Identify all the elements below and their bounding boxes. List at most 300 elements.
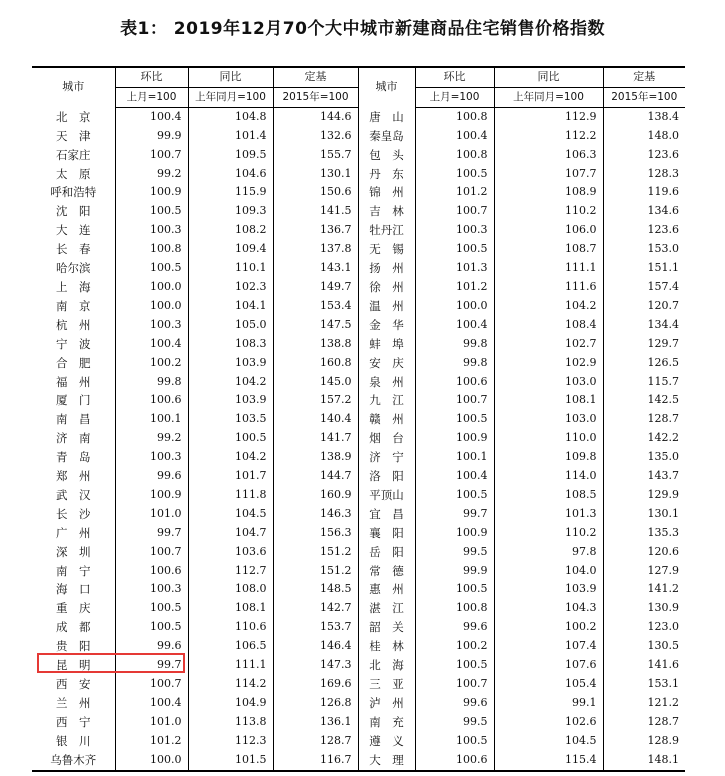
cell-yoy-left: 109.4 xyxy=(188,240,273,259)
cell-base-left: 153.4 xyxy=(273,297,358,316)
cell-mom-left: 99.9 xyxy=(115,127,188,146)
cell-city-right: 泉 州 xyxy=(358,373,415,392)
cell-base-right: 123.0 xyxy=(647,620,679,634)
cell-mom-right: 99.6 xyxy=(415,618,494,637)
cell-yoy-right: 101.3 xyxy=(494,505,603,524)
cell-base-right: 141.6 xyxy=(647,658,679,672)
table-row xyxy=(32,448,685,467)
table-header xyxy=(32,67,685,107)
cell-base-right: 138.4 xyxy=(647,109,679,123)
cell-base-left: 143.1 xyxy=(273,259,358,278)
cell-base-right: 115.7 xyxy=(647,374,679,388)
cell-city-left: 乌鲁木齐 xyxy=(32,751,115,771)
cell-yoy-left: 112.7 xyxy=(188,562,273,581)
cell-city-left: 深 圳 xyxy=(32,543,115,562)
cell-city-right: 唐 山 xyxy=(358,107,415,126)
cell-mom-right: 100.8 xyxy=(415,599,494,618)
cell-mom-right: 101.2 xyxy=(415,183,494,202)
cell-mom-right: 99.8 xyxy=(415,354,494,373)
cell-mom-left: 100.0 xyxy=(115,278,188,297)
cell-city-right: 无 锡 xyxy=(358,240,415,259)
cell-base-right: 148.1 xyxy=(603,751,685,771)
table-row xyxy=(32,165,685,184)
cell-base-left: 157.2 xyxy=(273,391,358,410)
header-yoy-sub-left: 上年同月=100 xyxy=(188,87,273,107)
cell-mom-right: 99.7 xyxy=(415,505,494,524)
cell-base-left: 169.6 xyxy=(273,675,358,694)
cell-city-left: 厦 门 xyxy=(32,391,115,410)
cell-base-right: 135.0 xyxy=(647,450,679,464)
cell-base-right: 123.6 xyxy=(647,223,679,237)
header-yoy-left: 同比 xyxy=(188,67,273,87)
table-row xyxy=(32,240,685,259)
cell-mom-left: 99.7 xyxy=(115,656,188,675)
cell-mom-right: 100.3 xyxy=(415,221,494,240)
table-row xyxy=(32,373,685,392)
cell-mom-right: 99.9 xyxy=(415,562,494,581)
cell-city-left: 沈 阳 xyxy=(32,202,115,221)
cell-base-left: 138.8 xyxy=(273,335,358,354)
cell-base-left: 136.1 xyxy=(273,713,358,732)
cell-mom-left: 100.7 xyxy=(115,543,188,562)
cell-mom-left: 100.9 xyxy=(115,486,188,505)
cell-mom-right: 100.4 xyxy=(415,467,494,486)
cell-yoy-left: 112.3 xyxy=(188,732,273,751)
cell-mom-right: 100.7 xyxy=(415,202,494,221)
cell-city-left: 南 昌 xyxy=(32,410,115,429)
cell-mom-left: 101.0 xyxy=(115,713,188,732)
cell-city-left: 长 沙 xyxy=(32,505,115,524)
cell-yoy-right: 111.6 xyxy=(494,278,603,297)
cell-yoy-right: 107.7 xyxy=(494,165,603,184)
header-mom-left: 环比 xyxy=(115,67,188,87)
cell-yoy-left: 109.3 xyxy=(188,202,273,221)
cell-city-right: 北 海 xyxy=(358,656,415,675)
cell-yoy-right: 108.7 xyxy=(494,240,603,259)
cell-city-left: 长 春 xyxy=(32,240,115,259)
cell-mom-right: 100.8 xyxy=(415,146,494,165)
cell-base-right: 148.0 xyxy=(647,128,679,142)
cell-mom-right: 100.5 xyxy=(415,165,494,184)
cell-base-right: 130.5 xyxy=(647,639,679,653)
cell-mom-right: 100.5 xyxy=(415,410,494,429)
cell-city-left: 宁 波 xyxy=(32,335,115,354)
cell-yoy-left: 103.5 xyxy=(188,410,273,429)
cell-city-right: 锦 州 xyxy=(358,183,415,202)
header-mom-right: 环比 xyxy=(415,67,494,87)
header-base-sub-left: 2015年=100 xyxy=(273,87,358,107)
cell-yoy-left: 115.9 xyxy=(188,183,273,202)
cell-city-left: 郑 州 xyxy=(32,467,115,486)
table-row xyxy=(32,580,685,599)
cell-mom-left: 100.4 xyxy=(115,694,188,713)
cell-city-left: 昆 明 xyxy=(32,656,115,675)
cell-base-left: 160.8 xyxy=(273,354,358,373)
table-row xyxy=(32,429,685,448)
cell-mom-left: 100.5 xyxy=(115,599,188,618)
cell-yoy-right: 112.2 xyxy=(494,127,603,146)
cell-yoy-left: 105.0 xyxy=(188,316,273,335)
cell-yoy-right: 103.0 xyxy=(494,410,603,429)
table-row xyxy=(32,637,685,656)
cell-yoy-right: 110.2 xyxy=(494,524,603,543)
cell-base-left: 150.6 xyxy=(273,183,358,202)
table-row xyxy=(32,391,685,410)
cell-mom-left: 100.6 xyxy=(115,562,188,581)
cell-yoy-right: 103.9 xyxy=(494,580,603,599)
cell-base-left: 146.3 xyxy=(273,505,358,524)
cell-mom-right: 99.5 xyxy=(415,713,494,732)
cell-city-left: 西 宁 xyxy=(32,713,115,732)
cell-city-right: 洛 阳 xyxy=(358,467,415,486)
cell-mom-left: 100.2 xyxy=(115,354,188,373)
table-row xyxy=(32,316,685,335)
cell-city-left: 北 京 xyxy=(32,107,115,126)
cell-yoy-left: 104.2 xyxy=(188,373,273,392)
cell-city-right: 桂 林 xyxy=(358,637,415,656)
cell-base-right: 120.7 xyxy=(647,298,679,312)
table-row xyxy=(32,202,685,221)
cell-base-left: 132.6 xyxy=(273,127,358,146)
cell-base-right: 126.5 xyxy=(647,355,679,369)
table-body xyxy=(32,107,685,770)
cell-yoy-right: 102.9 xyxy=(494,354,603,373)
cell-yoy-right: 106.3 xyxy=(494,146,603,165)
cell-yoy-right: 108.1 xyxy=(494,391,603,410)
cell-yoy-left: 104.7 xyxy=(188,524,273,543)
cell-mom-right: 100.7 xyxy=(415,675,494,694)
cell-base-left: 147.5 xyxy=(273,316,358,335)
cell-yoy-left: 106.5 xyxy=(188,637,273,656)
cell-mom-left: 100.3 xyxy=(115,580,188,599)
cell-mom-right: 100.4 xyxy=(415,316,494,335)
cell-mom-right: 100.6 xyxy=(415,751,494,771)
table-row xyxy=(32,675,685,694)
cell-mom-left: 100.4 xyxy=(115,107,188,126)
price-index-table xyxy=(32,66,685,772)
cell-yoy-left: 110.1 xyxy=(188,259,273,278)
cell-base-left: 128.7 xyxy=(273,732,358,751)
cell-mom-left: 100.3 xyxy=(115,221,188,240)
cell-mom-left: 100.7 xyxy=(115,146,188,165)
cell-mom-left: 100.0 xyxy=(115,751,188,771)
table-row xyxy=(32,505,685,524)
cell-mom-right: 100.8 xyxy=(415,107,494,126)
cell-city-right: 九 江 xyxy=(358,391,415,410)
cell-base-right: 153.0 xyxy=(647,242,679,256)
cell-yoy-right: 115.4 xyxy=(494,751,603,771)
cell-base-left: 142.7 xyxy=(273,599,358,618)
header-base-left: 定基 xyxy=(273,67,358,87)
table-row xyxy=(32,354,685,373)
table-row xyxy=(32,410,685,429)
cell-base-right: 128.9 xyxy=(647,733,679,747)
cell-mom-right: 100.5 xyxy=(415,240,494,259)
cell-base-left: 130.1 xyxy=(273,165,358,184)
cell-base-left: 144.6 xyxy=(273,107,358,126)
cell-city-left: 哈尔滨 xyxy=(32,259,115,278)
cell-city-left: 海 口 xyxy=(32,580,115,599)
cell-yoy-left: 104.8 xyxy=(188,107,273,126)
cell-base-left: 160.9 xyxy=(273,486,358,505)
cell-city-right: 丹 东 xyxy=(358,165,415,184)
cell-yoy-right: 107.4 xyxy=(494,637,603,656)
cell-base-right: 127.9 xyxy=(647,563,679,577)
cell-base-right: 119.6 xyxy=(647,185,679,199)
cell-yoy-left: 109.5 xyxy=(188,146,273,165)
cell-yoy-left: 108.0 xyxy=(188,580,273,599)
table-row xyxy=(32,335,685,354)
table-row xyxy=(32,618,685,637)
cell-yoy-left: 111.8 xyxy=(188,486,273,505)
cell-city-left: 济 南 xyxy=(32,429,115,448)
cell-base-right: 129.7 xyxy=(647,336,679,350)
table-row xyxy=(32,694,685,713)
cell-mom-right: 99.5 xyxy=(415,543,494,562)
table-row xyxy=(32,127,685,146)
cell-yoy-right: 105.4 xyxy=(494,675,603,694)
cell-base-right: 142.2 xyxy=(647,431,679,445)
cell-city-left: 成 都 xyxy=(32,618,115,637)
cell-city-right: 牡丹江 xyxy=(358,221,415,240)
table-row xyxy=(32,732,685,751)
cell-mom-left: 100.5 xyxy=(115,259,188,278)
cell-city-left: 天 津 xyxy=(32,127,115,146)
cell-base-left: 141.7 xyxy=(273,429,358,448)
cell-city-left: 兰 州 xyxy=(32,694,115,713)
cell-base-left: 138.9 xyxy=(273,448,358,467)
cell-base-right: 142.5 xyxy=(647,393,679,407)
cell-yoy-left: 103.9 xyxy=(188,391,273,410)
cell-base-right: 143.7 xyxy=(647,469,679,483)
cell-city-left: 石家庄 xyxy=(32,146,115,165)
cell-city-right: 泸 州 xyxy=(358,694,415,713)
table-row xyxy=(32,297,685,316)
cell-base-right: 153.1 xyxy=(647,677,679,690)
cell-city-left: 合 肥 xyxy=(32,354,115,373)
cell-city-left: 南 宁 xyxy=(32,562,115,581)
cell-yoy-left: 113.8 xyxy=(188,713,273,732)
cell-yoy-left: 104.6 xyxy=(188,165,273,184)
cell-city-left: 西 安 xyxy=(32,675,115,694)
cell-mom-left: 99.8 xyxy=(115,373,188,392)
cell-base-left: 126.8 xyxy=(273,694,358,713)
table-row xyxy=(32,656,685,675)
cell-city-left: 呼和浩特 xyxy=(32,183,115,202)
cell-base-right: 123.6 xyxy=(647,147,679,161)
cell-yoy-left: 110.6 xyxy=(188,618,273,637)
cell-city-left: 广 州 xyxy=(32,524,115,543)
cell-mom-right: 101.2 xyxy=(415,278,494,297)
cell-mom-right: 99.8 xyxy=(415,335,494,354)
cell-mom-right: 100.9 xyxy=(415,429,494,448)
cell-yoy-right: 108.9 xyxy=(494,183,603,202)
cell-city-right: 秦皇岛 xyxy=(358,127,415,146)
cell-yoy-right: 109.8 xyxy=(494,448,603,467)
cell-mom-left: 99.6 xyxy=(115,637,188,656)
header-mom-sub-left: 上月=100 xyxy=(115,87,188,107)
cell-city-left: 武 汉 xyxy=(32,486,115,505)
cell-yoy-left: 114.2 xyxy=(188,675,273,694)
header-city-left: 城市 xyxy=(32,67,115,107)
cell-mom-left: 101.0 xyxy=(115,505,188,524)
cell-city-right: 温 州 xyxy=(358,297,415,316)
cell-yoy-left: 104.9 xyxy=(188,694,273,713)
cell-city-left: 福 州 xyxy=(32,373,115,392)
cell-yoy-left: 101.5 xyxy=(188,751,273,771)
cell-base-right: 120.6 xyxy=(647,544,679,558)
cell-yoy-left: 104.1 xyxy=(188,297,273,316)
table-row xyxy=(32,146,685,165)
cell-mom-right: 100.6 xyxy=(415,373,494,392)
table-row xyxy=(32,562,685,581)
cell-yoy-right: 102.7 xyxy=(494,335,603,354)
cell-mom-left: 99.2 xyxy=(115,165,188,184)
cell-city-right: 大 理 xyxy=(358,751,415,771)
cell-city-right: 岳 阳 xyxy=(358,543,415,562)
cell-base-left: 151.2 xyxy=(273,543,358,562)
cell-city-right: 烟 台 xyxy=(358,429,415,448)
cell-base-right: 134.6 xyxy=(647,204,679,218)
cell-mom-left: 100.3 xyxy=(115,316,188,335)
cell-mom-right: 100.4 xyxy=(415,127,494,146)
cell-mom-left: 100.7 xyxy=(115,675,188,694)
cell-base-right: 128.3 xyxy=(647,166,679,180)
cell-mom-left: 100.1 xyxy=(115,410,188,429)
cell-yoy-right: 104.3 xyxy=(494,599,603,618)
cell-mom-left: 100.4 xyxy=(115,335,188,354)
cell-yoy-right: 106.0 xyxy=(494,221,603,240)
table-row xyxy=(32,713,685,732)
header-city-right: 城市 xyxy=(358,67,415,107)
cell-mom-right: 100.9 xyxy=(415,524,494,543)
table-row xyxy=(32,278,685,297)
cell-city-left: 银 川 xyxy=(32,732,115,751)
cell-base-left: 155.7 xyxy=(273,146,358,165)
cell-base-left: 144.7 xyxy=(273,467,358,486)
cell-yoy-right: 104.0 xyxy=(494,562,603,581)
cell-yoy-left: 101.4 xyxy=(188,127,273,146)
cell-yoy-right: 108.5 xyxy=(494,486,603,505)
cell-base-right: 129.9 xyxy=(647,487,679,501)
cell-mom-right: 100.2 xyxy=(415,637,494,656)
cell-city-left: 杭 州 xyxy=(32,316,115,335)
cell-mom-left: 100.9 xyxy=(115,183,188,202)
cell-city-right: 常 德 xyxy=(358,562,415,581)
header-base-sub-right: 2015年=100 xyxy=(603,87,685,107)
cell-city-right: 扬 州 xyxy=(358,259,415,278)
cell-city-left: 上 海 xyxy=(32,278,115,297)
cell-city-left: 青 岛 xyxy=(32,448,115,467)
cell-yoy-right: 110.0 xyxy=(494,429,603,448)
cell-mom-right: 100.0 xyxy=(415,297,494,316)
cell-yoy-right: 104.5 xyxy=(494,732,603,751)
cell-base-right: 135.3 xyxy=(647,525,679,539)
table-row xyxy=(32,183,685,202)
cell-mom-left: 101.2 xyxy=(115,732,188,751)
cell-base-right: 121.2 xyxy=(647,695,679,709)
cell-mom-left: 100.0 xyxy=(115,297,188,316)
cell-city-right: 三 亚 xyxy=(358,675,415,694)
header-yoy-right: 同比 xyxy=(494,67,603,87)
cell-city-right: 惠 州 xyxy=(358,580,415,599)
cell-base-left: 153.7 xyxy=(273,618,358,637)
cell-city-right: 赣 州 xyxy=(358,410,415,429)
cell-base-left: 136.7 xyxy=(273,221,358,240)
cell-mom-left: 100.3 xyxy=(115,448,188,467)
cell-yoy-right: 99.1 xyxy=(494,694,603,713)
cell-city-right: 湛 江 xyxy=(358,599,415,618)
cell-base-right: 128.7 xyxy=(647,714,679,728)
cell-yoy-left: 103.6 xyxy=(188,543,273,562)
cell-base-left: 140.4 xyxy=(273,410,358,429)
cell-city-right: 襄 阳 xyxy=(358,524,415,543)
cell-yoy-right: 111.1 xyxy=(494,259,603,278)
table-row xyxy=(32,543,685,562)
cell-base-right: 157.4 xyxy=(647,279,679,293)
cell-city-left: 贵 阳 xyxy=(32,637,115,656)
cell-city-right: 遵 义 xyxy=(358,732,415,751)
cell-yoy-right: 103.0 xyxy=(494,373,603,392)
cell-mom-left: 100.8 xyxy=(115,240,188,259)
cell-mom-left: 99.2 xyxy=(115,429,188,448)
cell-yoy-left: 108.1 xyxy=(188,599,273,618)
cell-mom-left: 99.6 xyxy=(115,467,188,486)
cell-mom-right: 99.6 xyxy=(415,694,494,713)
cell-base-left: 148.5 xyxy=(273,580,358,599)
cell-mom-right: 100.5 xyxy=(415,580,494,599)
header-yoy-sub-right: 上年同月=100 xyxy=(494,87,603,107)
cell-city-left: 南 京 xyxy=(32,297,115,316)
cell-base-right: 130.1 xyxy=(647,506,679,520)
cell-yoy-right: 114.0 xyxy=(494,467,603,486)
cell-mom-right: 100.7 xyxy=(415,391,494,410)
cell-yoy-right: 110.2 xyxy=(494,202,603,221)
cell-yoy-left: 102.3 xyxy=(188,278,273,297)
table-row xyxy=(32,221,685,240)
cell-city-right: 南 充 xyxy=(358,713,415,732)
cell-yoy-right: 108.4 xyxy=(494,316,603,335)
cell-yoy-right: 97.8 xyxy=(494,543,603,562)
header-base-right: 定基 xyxy=(603,67,685,87)
cell-base-left: 145.0 xyxy=(273,373,358,392)
cell-mom-left: 99.7 xyxy=(115,524,188,543)
cell-yoy-right: 102.6 xyxy=(494,713,603,732)
cell-city-right: 蚌 埠 xyxy=(358,335,415,354)
header-mom-sub-right: 上月=100 xyxy=(415,87,494,107)
table-row xyxy=(32,524,685,543)
cell-mom-right: 100.1 xyxy=(415,448,494,467)
cell-yoy-left: 103.9 xyxy=(188,354,273,373)
cell-base-left: 141.5 xyxy=(273,202,358,221)
cell-city-right: 徐 州 xyxy=(358,278,415,297)
cell-mom-right: 101.3 xyxy=(415,259,494,278)
cell-yoy-right: 100.2 xyxy=(494,618,603,637)
table-row xyxy=(32,751,685,771)
table-row xyxy=(32,107,685,126)
cell-yoy-left: 104.2 xyxy=(188,448,273,467)
cell-yoy-left: 101.7 xyxy=(188,467,273,486)
cell-base-right: 141.2 xyxy=(647,582,679,596)
cell-city-right: 金 华 xyxy=(358,316,415,335)
cell-city-right: 吉 林 xyxy=(358,202,415,221)
cell-base-left: 149.7 xyxy=(273,278,358,297)
cell-mom-right: 100.5 xyxy=(415,656,494,675)
cell-base-right: 128.7 xyxy=(647,412,679,426)
cell-city-right: 韶 关 xyxy=(358,618,415,637)
cell-yoy-right: 104.2 xyxy=(494,297,603,316)
table-row xyxy=(32,599,685,618)
